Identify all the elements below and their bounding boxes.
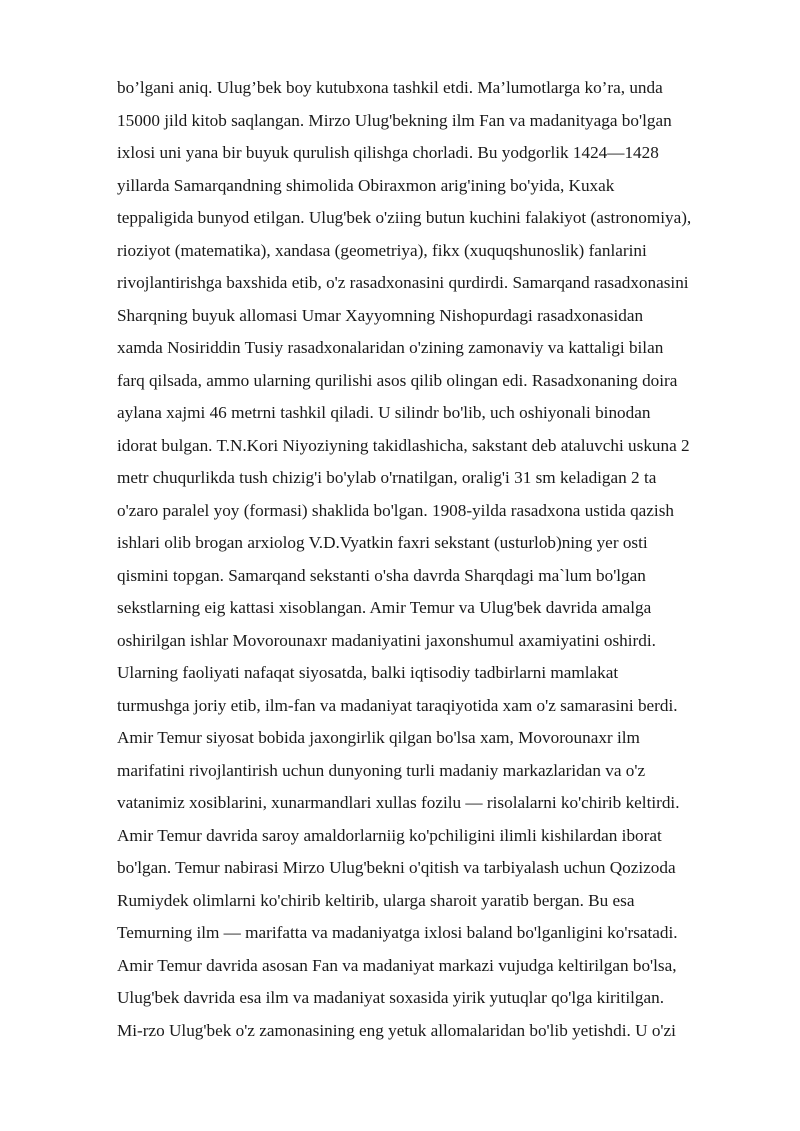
text-line: turmushga joriy etib, ilm-fan va madaniyat taraqiyotida xam o'z samarasini berdi. [117,695,678,715]
text-line: vatanimiz xosiblarini, xunarmandlari xullas fozilu — risolalarni ko'chirib keltirdi. [117,793,680,812]
text-line: rivojlantirishga baxshida etib, o'z rasadxonasini qurdirdi. Samarqand rasadxonasini [117,273,689,292]
text-line: Temurning ilm — marifatta va madaniyatga ixlosi baland bo'lganligini ko'rsatadi. [117,923,678,942]
text-line: bo'lgan. Temur nabirasi Mirzo Ulug'bekni o'qitish va tarbiyalash uchun Qozizoda [117,858,676,877]
text-line: metr chuqurlikda tush chizig'i bo'ylab o'rnatilgan, oralig'i 31 sm keladigan 2 ta [117,468,657,487]
text-line: aylana xajmi 46 metrni tashkil qiladi. U silindr bo'lib, uch oshiyonali binodan [117,403,651,422]
text-line: Sharqning buyuk allomasi Umar Xayyomning Nishopurdagi rasadxonasidan [117,305,644,325]
text-line: oshirilgan ishlar Movorounaxr madaniyatini jaxonshumul axamiyatini oshirdi. [117,630,656,650]
text-line: farq qilsada, ammo ularning qurilishi asos qilib olingan edi. Rasadxonaning doira [117,370,678,390]
text-line: idorat bulgan. T.N.Kori Niyoziyning takidlashicha, sakstant deb ataluvchi uskuna 2 [117,435,690,455]
text-line: bo’lgani aniq. Ulug’bek boy kutubxona tashkil etdi. Ma’lumotlarga ko’ra, unda [117,78,663,97]
text-line: Mi-rzo Ulug'bek o'z zamonasining eng yetuk allomalaridan bo'lib yetishdi. U o'zi [117,1020,676,1040]
text-line: ixlosi uni yana bir buyuk qurulish qilishga chorladi. Bu yodgorlik 1424—1428 [117,143,659,162]
text-line: Amir Temur davrida saroy amaldorlarniig ko'pchiligini ilimli kishilardan iborat [117,825,662,845]
text-line: o'zaro paralel yoy (formasi) shaklida bo'lgan. 1908-yilda rasadxona ustida qazish [117,500,674,520]
text-line: ishlari olib brogan arxiolog V.D.Vyatkin faxri sekstant (usturlob)ning yer osti [117,533,648,552]
text-line: Ulug'bek davrida esa ilm va madaniyat soxasida yirik yutuqlar qo'lga kiritilgan. [117,988,664,1007]
text-line: 15000 jild kitob saqlangan. Mirzo Ulug'bekning ilm Fan va madanityaga bo'lgan [117,110,672,130]
text-line: sekstlarning eig kattasi xisoblangan. Amir Temur va Ulug'bek davrida amalga [117,598,652,617]
text-line: Amir Temur siyosat bobida jaxongirlik qilgan bo'lsa xam, Movorounaxr ilm [117,728,640,747]
text-line: Amir Temur davrida asosan Fan va madaniyat markazi vujudga keltirilgan bo'lsa, [117,955,677,975]
text-line: marifatini rivojlantirish uchun dunyoning turli madaniy markazlaridan va o'z [117,760,646,780]
text-line: Rumiydek olimlarni ko'chirib keltirib, ularga sharoit yaratib bergan. Bu esa [117,890,635,910]
text-line: yillarda Samarqandning shimolida Obiraxmon arig'ining bo'yida, Kuxak [117,175,615,195]
text-line: qismini topgan. Samarqand sekstanti o'sha davrda Sharqdagi ma`lum bo'lgan [117,565,646,585]
text-line: xamda Nosiriddin Tusiy rasadxonalaridan o'zining zamonaviy va kattaligi bilan [117,338,664,357]
text-line: rioziyot (matematika), xandasa (geometriya), fikx (xuquqshunoslik) fanlarini [117,240,647,260]
text-line: Ularning faoliyati nafaqat siyosatda, balki iqtisodiy tadbirlarni mamlakat [117,663,619,682]
body-text [117,72,747,1047]
text-line: teppaligida bunyod etilgan. Ulug'bek o'ziing butun kuchini falakiyot (astronomiya), [117,208,692,227]
